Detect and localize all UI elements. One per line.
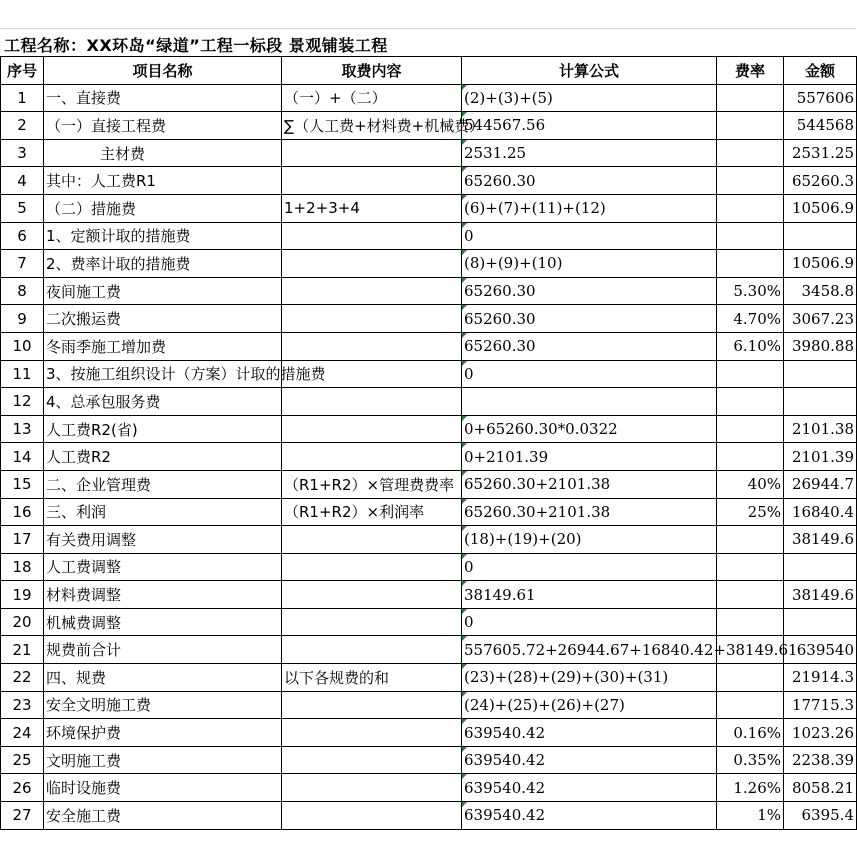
cell-amount[interactable]: 38149.6	[784, 581, 857, 609]
cell-content[interactable]: （一）+（二）	[282, 84, 462, 112]
table-row	[1, 691, 857, 719]
cell-name[interactable]: 文明施工费	[44, 746, 282, 774]
table-row	[1, 84, 857, 112]
cell-name[interactable]: 二次搬运费	[44, 305, 282, 333]
cell-no[interactable]: 20	[1, 608, 44, 636]
cell-rate[interactable]	[717, 553, 784, 581]
cell-formula[interactable]: 557605.72+26944.67+16840.42+38149.61	[462, 636, 717, 664]
cell-name[interactable]: 机械费调整	[44, 608, 282, 636]
cell-rate[interactable]	[717, 443, 784, 471]
cell-rate[interactable]: 0.35%	[717, 746, 784, 774]
cell-no[interactable]: 2	[1, 112, 44, 140]
cell-rate[interactable]: 5.30%	[717, 277, 784, 305]
cell-formula[interactable]: 0	[462, 222, 717, 250]
cell-formula[interactable]: 65260.30	[462, 167, 717, 195]
cell-content[interactable]: 以下各规费的和	[282, 664, 462, 692]
cell-no[interactable]: 11	[1, 360, 44, 388]
cell-rate[interactable]	[717, 691, 784, 719]
cell-no[interactable]: 10	[1, 332, 44, 360]
cell-content[interactable]: （R1+R2）×利润率	[282, 498, 462, 526]
table-row	[1, 332, 857, 360]
table-row	[1, 305, 857, 333]
cost-table	[0, 56, 857, 830]
cell-rate[interactable]	[717, 526, 784, 554]
cell-formula[interactable]: 639540.42	[462, 746, 717, 774]
cell-content[interactable]: 1+2+3+4	[282, 194, 462, 222]
cell-amount[interactable]: 10506.9	[784, 250, 857, 278]
cell-no[interactable]: 22	[1, 664, 44, 692]
table-row	[1, 719, 857, 747]
cell-rate[interactable]	[717, 581, 784, 609]
cell-formula[interactable]: 65260.30+2101.38	[462, 470, 717, 498]
cell-name[interactable]: 有关费用调整	[44, 526, 282, 554]
cell-content[interactable]	[282, 443, 462, 471]
cell-amount[interactable]: 16840.4	[784, 498, 857, 526]
cell-no[interactable]: 12	[1, 388, 44, 416]
cell-formula[interactable]: 0+2101.39	[462, 443, 717, 471]
cell-rate[interactable]	[717, 222, 784, 250]
cell-amount[interactable]: 2101.39	[784, 443, 857, 471]
cell-formula[interactable]: (2)+(3)+(5)	[462, 84, 717, 112]
cell-amount[interactable]: 38149.6	[784, 526, 857, 554]
header-no[interactable]: 序号	[1, 57, 44, 85]
cell-amount[interactable]: 8058.21	[784, 774, 857, 802]
cell-content[interactable]	[282, 636, 462, 664]
cell-content[interactable]	[282, 332, 462, 360]
table-row	[1, 802, 857, 830]
cell-rate[interactable]: 4.70%	[717, 305, 784, 333]
cell-name[interactable]: 其中：人工费R1	[44, 167, 282, 195]
cell-formula[interactable]: 639540.42	[462, 719, 717, 747]
cell-formula[interactable]: 639540.42	[462, 802, 717, 830]
cell-rate[interactable]	[717, 167, 784, 195]
cell-amount[interactable]	[784, 388, 857, 416]
cell-content[interactable]	[282, 305, 462, 333]
table-row	[1, 774, 857, 802]
table-row	[1, 746, 857, 774]
cell-content[interactable]	[282, 581, 462, 609]
table-row	[1, 388, 857, 416]
cell-no[interactable]: 21	[1, 636, 44, 664]
cell-name[interactable]: 四、规费	[44, 664, 282, 692]
table-row	[1, 222, 857, 250]
cell-amount[interactable]: 10506.9	[784, 194, 857, 222]
cell-content[interactable]	[282, 802, 462, 830]
cell-formula[interactable]: 65260.30	[462, 332, 717, 360]
cell-name[interactable]: 冬雨季施工增加费	[44, 332, 282, 360]
cell-content[interactable]	[282, 553, 462, 581]
cell-name[interactable]: 安全施工费	[44, 802, 282, 830]
cell-formula[interactable]: 544567.56	[462, 112, 717, 140]
cell-amount[interactable]: 2531.25	[784, 139, 857, 167]
header-content[interactable]: 取费内容	[282, 57, 462, 85]
cell-amount[interactable]: 639540	[784, 636, 857, 664]
cell-no[interactable]: 19	[1, 581, 44, 609]
cell-name[interactable]: 环境保护费	[44, 719, 282, 747]
cell-content[interactable]	[282, 746, 462, 774]
table-row	[1, 250, 857, 278]
cell-no[interactable]: 23	[1, 691, 44, 719]
cell-name[interactable]: 安全文明施工费	[44, 691, 282, 719]
cell-amount[interactable]: 557606	[784, 84, 857, 112]
cell-amount[interactable]	[784, 553, 857, 581]
cell-rate[interactable]: 40%	[717, 470, 784, 498]
cell-no[interactable]: 8	[1, 277, 44, 305]
cell-formula[interactable]: 0	[462, 608, 717, 636]
cell-content[interactable]	[282, 250, 462, 278]
table-row	[1, 139, 857, 167]
table-row	[1, 553, 857, 581]
cell-rate[interactable]	[717, 664, 784, 692]
cell-formula[interactable]: 639540.42	[462, 774, 717, 802]
cell-no[interactable]: 13	[1, 415, 44, 443]
cell-formula[interactable]: 0+65260.30*0.0322	[462, 415, 717, 443]
project-title: 工程名称：XX环岛“绿道”工程一标段 景观铺装工程	[4, 36, 388, 55]
cell-formula[interactable]: (8)+(9)+(10)	[462, 250, 717, 278]
cell-no[interactable]: 15	[1, 470, 44, 498]
table-row	[1, 636, 857, 664]
cell-no[interactable]: 24	[1, 719, 44, 747]
header-amount[interactable]: 金额	[784, 57, 857, 85]
cell-formula[interactable]: 65260.30	[462, 277, 717, 305]
table-row	[1, 277, 857, 305]
table-row	[1, 360, 857, 388]
header-row	[1, 57, 857, 85]
cell-rate[interactable]: 1.26%	[717, 774, 784, 802]
cell-amount[interactable]	[784, 360, 857, 388]
cell-amount[interactable]: 2238.39	[784, 746, 857, 774]
cell-content[interactable]	[282, 608, 462, 636]
cell-content[interactable]	[282, 360, 462, 388]
cell-amount[interactable]: 65260.3	[784, 167, 857, 195]
cell-amount[interactable]	[784, 608, 857, 636]
cell-content[interactable]	[282, 415, 462, 443]
cell-rate[interactable]	[717, 112, 784, 140]
table-row	[1, 498, 857, 526]
cell-formula[interactable]: (18)+(19)+(20)	[462, 526, 717, 554]
cell-amount[interactable]: 17715.3	[784, 691, 857, 719]
cell-formula[interactable]: (24)+(25)+(26)+(27)	[462, 691, 717, 719]
cell-content[interactable]	[282, 222, 462, 250]
cell-name[interactable]: 临时设施费	[44, 774, 282, 802]
cell-amount[interactable]	[784, 222, 857, 250]
cell-rate[interactable]	[717, 250, 784, 278]
cell-no[interactable]: 25	[1, 746, 44, 774]
cell-name[interactable]: 二、企业管理费	[44, 470, 282, 498]
cell-formula[interactable]: 2531.25	[462, 139, 717, 167]
cell-name[interactable]: 三、利润	[44, 498, 282, 526]
table-row	[1, 415, 857, 443]
cell-rate[interactable]	[717, 360, 784, 388]
table-row	[1, 167, 857, 195]
cell-rate[interactable]	[717, 636, 784, 664]
cell-name[interactable]: （二）措施费	[44, 194, 282, 222]
cell-no[interactable]: 14	[1, 443, 44, 471]
cell-no[interactable]: 9	[1, 305, 44, 333]
cell-name[interactable]: 人工费R2(省)	[44, 415, 282, 443]
cell-content[interactable]: ∑（人工费+材料费+机械费）	[282, 112, 462, 140]
cell-no[interactable]: 26	[1, 774, 44, 802]
table-row	[1, 470, 857, 498]
cell-rate[interactable]: 1%	[717, 802, 784, 830]
cell-content[interactable]	[282, 526, 462, 554]
cell-name[interactable]: 材料费调整	[44, 581, 282, 609]
cell-no[interactable]: 5	[1, 194, 44, 222]
cell-name[interactable]: 主材费	[44, 139, 282, 167]
table-row	[1, 664, 857, 692]
cell-amount[interactable]: 1023.26	[784, 719, 857, 747]
cell-amount[interactable]: 3980.88	[784, 332, 857, 360]
cell-content[interactable]: （R1+R2）×管理费费率	[282, 470, 462, 498]
cell-name[interactable]: 一、直接费	[44, 84, 282, 112]
table-row	[1, 443, 857, 471]
header-formula[interactable]: 计算公式	[462, 57, 717, 85]
cell-rate[interactable]	[717, 608, 784, 636]
cell-content[interactable]	[282, 774, 462, 802]
table-row	[1, 194, 857, 222]
cell-amount[interactable]: 3067.23	[784, 305, 857, 333]
cell-amount[interactable]: 26944.7	[784, 470, 857, 498]
cell-no[interactable]: 3	[1, 139, 44, 167]
cell-content[interactable]	[282, 388, 462, 416]
cell-name[interactable]: 规费前合计	[44, 636, 282, 664]
header-name[interactable]: 项目名称	[44, 57, 282, 85]
cell-formula[interactable]	[462, 388, 717, 416]
cell-content[interactable]	[282, 139, 462, 167]
cell-content[interactable]	[282, 719, 462, 747]
cell-formula[interactable]: 65260.30	[462, 305, 717, 333]
cell-no[interactable]: 17	[1, 526, 44, 554]
cell-formula[interactable]: 65260.30+2101.38	[462, 498, 717, 526]
cell-formula[interactable]: 0	[462, 553, 717, 581]
cell-amount[interactable]: 3458.8	[784, 277, 857, 305]
cell-name[interactable]: 夜间施工费	[44, 277, 282, 305]
cell-no[interactable]: 27	[1, 802, 44, 830]
cell-amount[interactable]: 544568	[784, 112, 857, 140]
cell-formula[interactable]: (6)+(7)+(11)+(12)	[462, 194, 717, 222]
cell-rate[interactable]	[717, 388, 784, 416]
cell-name[interactable]: 人工费R2	[44, 443, 282, 471]
cell-rate[interactable]	[717, 194, 784, 222]
cell-formula[interactable]: (23)+(28)+(29)+(30)+(31)	[462, 664, 717, 692]
cell-amount[interactable]: 21914.3	[784, 664, 857, 692]
cell-no[interactable]: 4	[1, 167, 44, 195]
cell-content[interactable]	[282, 277, 462, 305]
cell-rate[interactable]: 25%	[717, 498, 784, 526]
table-row	[1, 112, 857, 140]
cell-rate[interactable]	[717, 84, 784, 112]
table-row	[1, 526, 857, 554]
cell-rate[interactable]	[717, 415, 784, 443]
cell-name[interactable]: 2、费率计取的措施费	[44, 250, 282, 278]
cell-amount[interactable]: 2101.38	[784, 415, 857, 443]
cell-name[interactable]: （一）直接工程费	[44, 112, 282, 140]
table-row	[1, 608, 857, 636]
cell-no[interactable]: 18	[1, 553, 44, 581]
cell-no[interactable]: 1	[1, 84, 44, 112]
cell-name[interactable]: 3、按施工组织设计（方案）计取的措施费	[44, 360, 282, 388]
cell-no[interactable]: 7	[1, 250, 44, 278]
cell-formula[interactable]: 0	[462, 360, 717, 388]
cell-rate[interactable]: 0.16%	[717, 719, 784, 747]
blank-top-row	[0, 0, 856, 29]
cell-amount[interactable]: 6395.4	[784, 802, 857, 830]
table-row	[1, 581, 857, 609]
header-rate[interactable]: 费率	[717, 57, 784, 85]
cell-name[interactable]: 4、总承包服务费	[44, 388, 282, 416]
cell-formula[interactable]: 38149.61	[462, 581, 717, 609]
cell-content[interactable]	[282, 167, 462, 195]
cell-rate[interactable]: 6.10%	[717, 332, 784, 360]
cell-name[interactable]: 1、定额计取的措施费	[44, 222, 282, 250]
cell-no[interactable]: 6	[1, 222, 44, 250]
cell-no[interactable]: 16	[1, 498, 44, 526]
cell-content[interactable]	[282, 691, 462, 719]
cell-rate[interactable]	[717, 139, 784, 167]
cell-name[interactable]: 人工费调整	[44, 553, 282, 581]
